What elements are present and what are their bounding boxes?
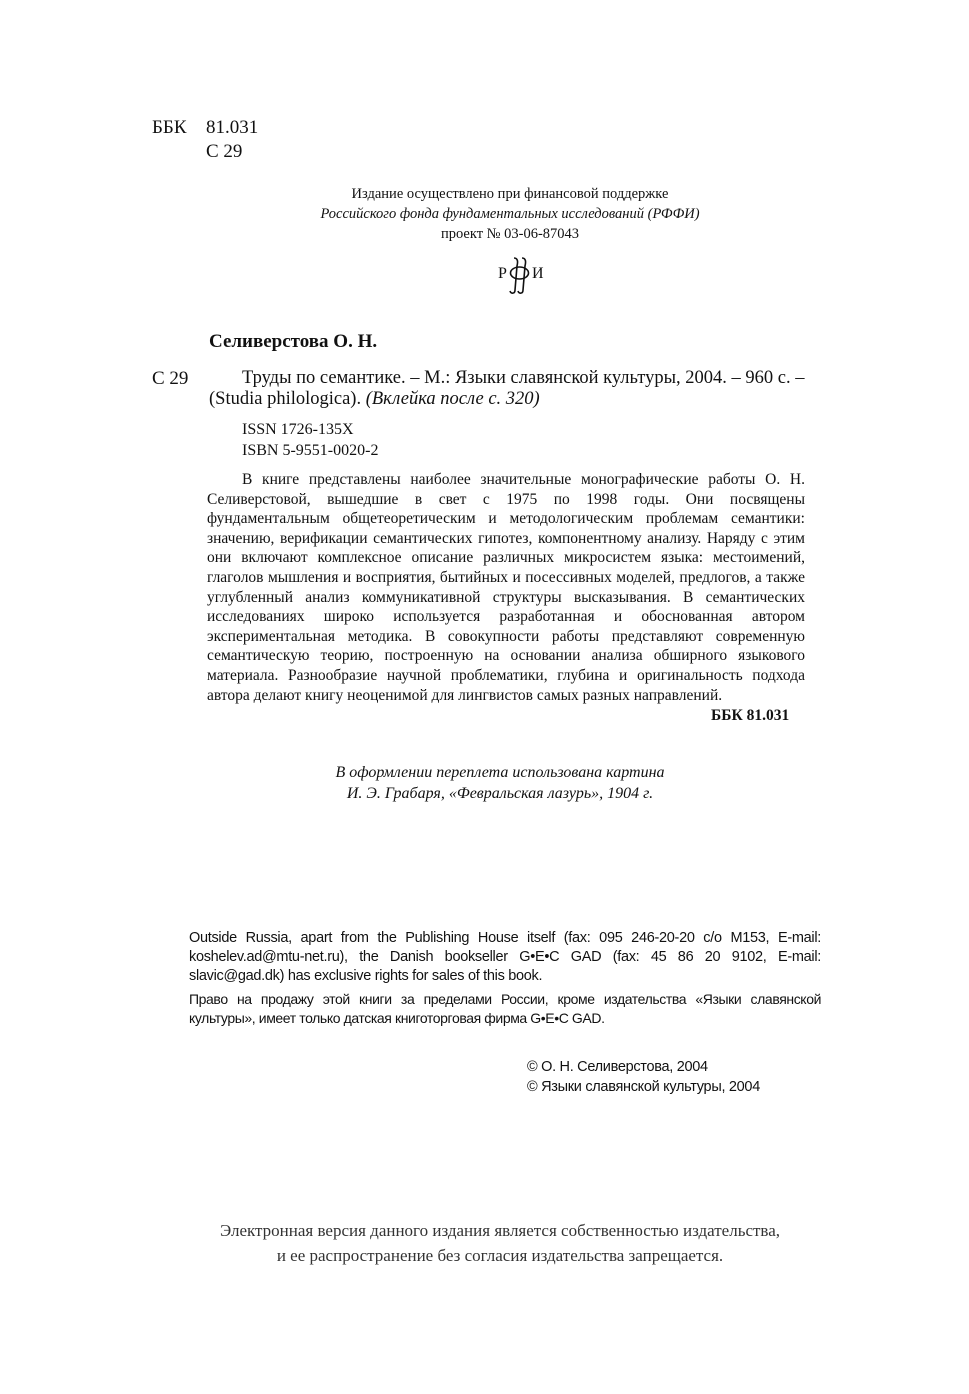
bbk-label: ББК (152, 117, 187, 138)
isbn: ISBN 5-9551-0020-2 (242, 442, 379, 459)
book-title-line: Труды по семантике. – М.: Языки славянской культуры, 2004. – 960 с. – (242, 368, 805, 388)
series-name: (Studia philologica). (209, 389, 362, 409)
author-code: С 29 (206, 141, 243, 162)
annotation-bbk: ББК 81.031 (711, 707, 790, 724)
series-line (209, 389, 540, 410)
identifiers (242, 419, 378, 461)
cover-note (280, 762, 720, 804)
insert-note: (Вклейка после с. 320) (365, 389, 540, 409)
svg-text:И: И (532, 265, 544, 282)
svg-text:Р: Р (498, 265, 507, 282)
cover-note-line-1: В оформлении переплета использована картина (335, 764, 665, 781)
bbk-code: 81.031 (206, 117, 259, 138)
footer-line-1: Электронная версия данного издания является собственностью издательства, (219, 1221, 781, 1240)
copyright-block (527, 1057, 760, 1097)
author-name: Селиверстова О. Н. (209, 331, 378, 352)
catalog-code: С 29 (152, 368, 189, 389)
rffi-logo-icon (496, 254, 550, 294)
funding-line-2: Российского фонда фундаментальных исследований (РФФИ) (320, 206, 700, 222)
funding-line-1: Издание осуществлено при финансовой поддержке (351, 186, 669, 202)
rights-english: Outside Russia, apart from the Publishing House itself (fax: 095 246-20-20 c/o M153, E-mail: koshelev.ad@mtu-net.ru), the Danish bookseller G•E•C GAD (fax: 45 86 20 9102, E-mail: slavic@gad.dk) has exclusive rights for sales of this book. (189, 930, 821, 984)
footer-line-2: и ее распространение без согласия издательства запрещается. (276, 1246, 724, 1265)
funding-project-number: проект № 03-06-87043 (440, 226, 580, 242)
copyright-publisher: © Языки славянской культуры, 2004 (527, 1079, 760, 1095)
copyright-author: © О. Н. Селиверстова, 2004 (527, 1059, 708, 1075)
issn: ISSN 1726-135X (242, 421, 354, 438)
funding-notice (250, 184, 770, 244)
electronic-version-notice (150, 1218, 850, 1268)
annotation-paragraph: В книге представлены наиболее значительные монографические работы О. Н. Селиверстовой, вышедшие в свет с 1975 по 1998 годы. Они посвящены фундаментальным общетеоретическим и методологическим проблемам семантики: значению, верификации семантических гипотез, компонентному анализу. Наряду с этим они включают комплексное описание различных микросистем языка: местоимений, глаголов мышления и восприятия, бытийных и посессивных моделей, предлогов, а также углубленный анализ коммуникативной структуры высказывания. В семантических исследованиях широко используется разработанная и обоснованная автором экспериментальная методика. В совокупности работы представляют современную семантическую теорию, построенную на основании анализа обширного языкового материала. Разнообразие научной проблематики, глубина и оригинальность подхода автора делают книгу неоценимой для лингвистов самых разных направлений. (207, 471, 805, 704)
rights-russian: Право на продажу этой книги за пределами России, кроме издательства «Языки славянской культуры», имеет только датская книготорговая фирма G•E•C GAD. (189, 991, 821, 1026)
cover-note-line-2: И. Э. Грабаря, «Февральская лазурь», 1904 г. (346, 785, 654, 802)
